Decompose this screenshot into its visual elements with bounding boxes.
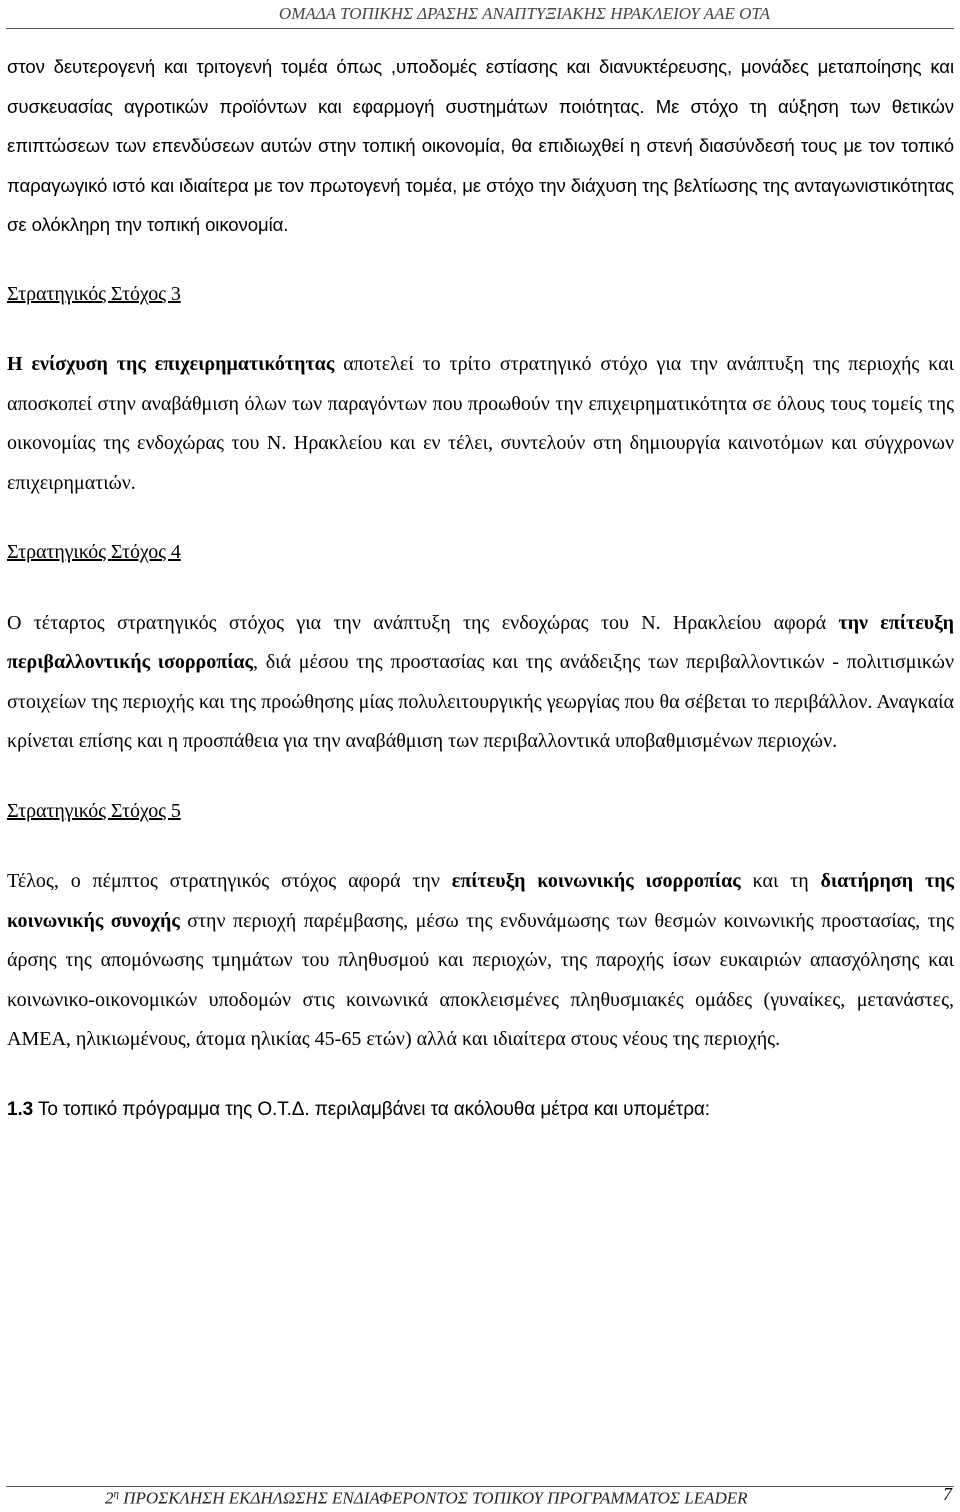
goal-3-bold-text: Η ενίσχυση της επιχειρηματικότητας <box>7 353 335 375</box>
goal-3-paragraph <box>7 345 954 503</box>
goal-5-bold-text-2: διατήρηση της κοινωνικής συνοχής <box>7 870 954 932</box>
goal-4-paragraph <box>7 604 954 762</box>
document-body <box>7 47 954 1129</box>
header-rule <box>6 28 954 29</box>
footer-rule <box>6 1486 954 1487</box>
goal-4-text-before: Ο τέταρτος στρατηγικός στόχος για την ανάπτυξη της ενδοχώρας του Ν. Ηρακλείου αφορά <box>7 611 839 634</box>
page-number: 7 <box>943 1484 952 1504</box>
section-1-3-heading <box>7 1090 954 1130</box>
goal-3-heading: Στρατηγικός Στόχος 3 <box>7 282 181 305</box>
goal-4-bold-text: την επίτευξη περιβαλλοντικής ισορροπίας <box>7 611 954 673</box>
footer-number: 2 <box>105 1488 114 1508</box>
goal-5-paragraph <box>7 862 954 1060</box>
goal-5-bold-text-1: επίτευξη κοινωνικής ισορροπίας <box>451 870 741 892</box>
goal-5-text-3: στην περιοχή παρέμβασης, μέσω της ενδυνάμωσης των θεσμών κοινωνικής προστασίας, της άρσης της απομόνωσης τμημάτων του πληθυσμού και περιοχών, της παροχής ίσων ευκαιριών απασχόλησης και κοινωνικο-οικονομικών υποδομών στις κοινωνικά αποκλεισμένες πληθυσμιακές ομάδες (γυναίκες, μετανάστες, ΑΜΕΑ, ηλικιωμένους, άτομα ηλικίας 45-65 ετών) αλλά και ιδιαίτερα στους νέους της περιοχής. <box>7 909 954 1050</box>
goal-4-heading: Στρατηγικός Στόχος 4 <box>7 541 181 563</box>
section-1-3-text: Το τοπικό πρόγραμμα της Ο.Τ.Δ. περιλαμβάνει τα ακόλουθα μέτρα και υπομέτρα: <box>33 1098 710 1120</box>
page-footer <box>105 1488 748 1509</box>
goal-5-text-2: και τη <box>740 870 821 892</box>
section-1-3-number: 1.3 <box>7 1098 34 1120</box>
goal-3-text: αποτελεί το τρίτο στρατηγικό στόχο για την ανάπτυξη της περιοχής και αποσκοπεί στην αναβάθμιση όλων των παραγόντων που προωθούν την επιχειρηματικότητα σε όλους τους τομείς της οικονομίας της ενδοχώρας του Ν. Ηρακλείου και εν τέλει, συντελούν στη δημιουργία καινοτόμων και σύγχρονων επιχειρηματιών. <box>7 353 955 494</box>
goal-5-heading: Στρατηγικός Στόχος 5 <box>7 799 181 822</box>
page-header: ΟΜΑΔΑ ΤΟΠΙΚΗΣ ΔΡΑΣΗΣ ΑΝΑΠΤΥΞΙΑΚΗΣ ΗΡΑΚΛΕΙΟΥ ΑΑΕ ΟΤΑ <box>278 4 770 23</box>
goal-4-text-after: , διά μέσου της προστασίας και της ανάδειξης των περιβαλλοντικών - πολιτισμικών στοιχείων της περιοχής και της προώθησης μίας πολυλειτουργικής γεωργίας που θα σέβεται το περιβάλλον. Αναγκαία κρίνεται επίσης και η προσπάθεια για την αναβάθμιση των περιβαλλοντικά υποβαθμισμένων περιοχών. <box>7 651 954 752</box>
goal-5-text-1: Τέλος, ο πέμπτος στρατηγικός στόχος αφορά την <box>7 870 452 892</box>
footer-text: ΠΡΟΣΚΛΗΣΗ ΕΚΔΗΛΩΣΗΣ ΕΝΔΙΑΦΕΡΟΝΤΟΣ ΤΟΠΙΚΟΥ ΠΡΟΓΡΑΜΜΑΤΟΣ LEADER <box>118 1488 748 1508</box>
footer-superscript: η <box>113 1488 119 1500</box>
intro-paragraph: στον δευτερογενή και τριτογενή τομέα όπως ,υποδομές εστίασης και διανυκτέρευσης, μονάδες μεταποίησης και συσκευασίας αγροτικών προϊόντων και εφαρμογή συστημάτων ποιότητας. Με στόχο τη αύξηση των θετικών επιπτώσεων των επενδύσεων αυτών στην τοπική οικονομία, θα επιδιωχθεί η στενή διασύνδεσή τους με τον τοπικό παραγωγικό ιστό και ιδιαίτερα με τον πρωτογενή τομέα, με στόχο την διάχυση της βελτίωσης της ανταγωνιστικότητας σε ολόκληρη την τοπική οικονομία. <box>7 56 955 235</box>
